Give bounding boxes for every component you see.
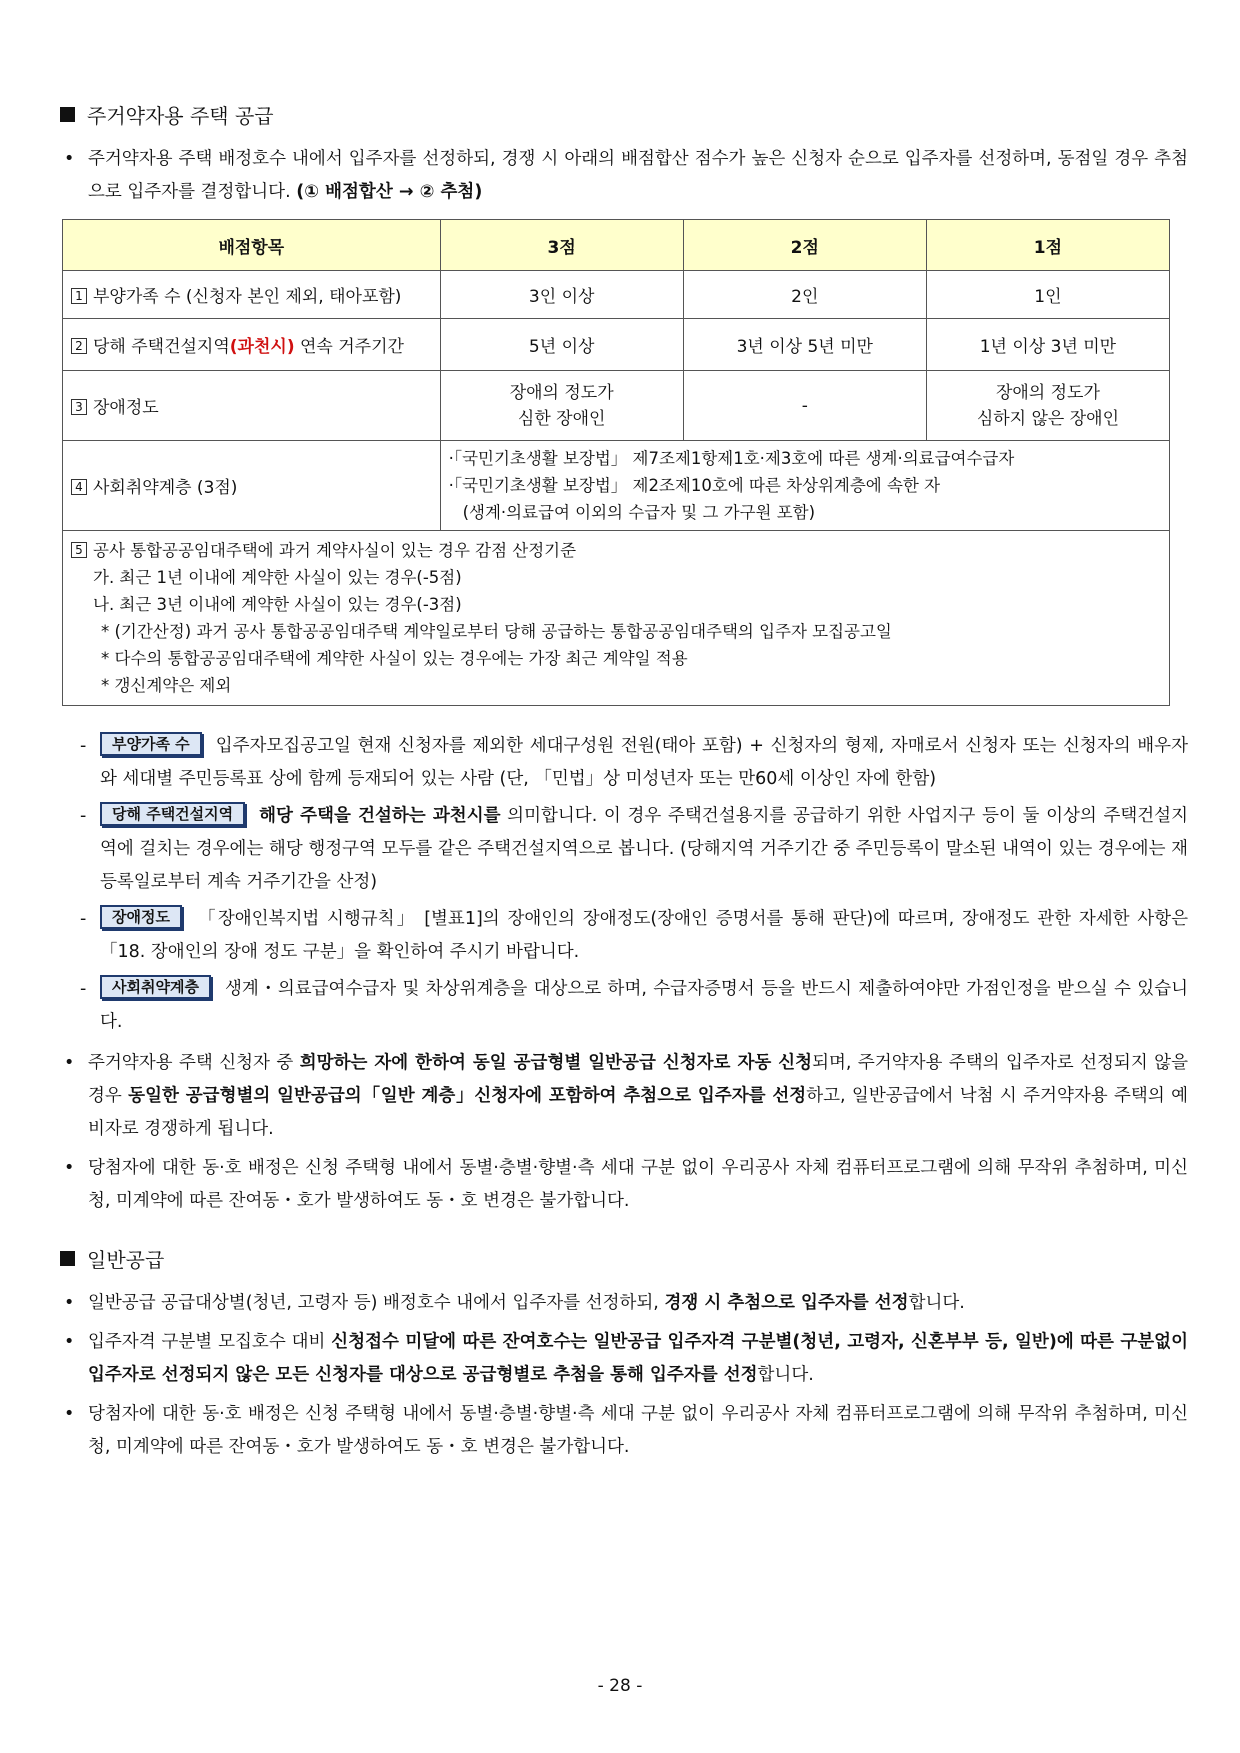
intro-paragraph: • 주거약자용 주택 배정호수 내에서 입주자를 선정하되, 경쟁 시 아래의 배점합산 점수가 높은 신청자 순으로 입주자를 선정하며, 동점일 경우 추첨으로 입주자를 결정합니다. (① 배점합산 → ② 추첨) <box>60 143 1188 209</box>
table-cell: ·「국민기초생활 보장법」 제7조제1항제1호·제3호에 따른 생계·의료급여수급자 ·「국민기초생활 보장법」 제2조제10호에 따른 차상위계층에 속한 자 (생계·의료급여 이외의 수급자 및 그 가구원 포함) <box>440 441 1169 531</box>
table-header: 3점 <box>440 220 683 271</box>
tag-label: 사회취약계층 <box>100 975 211 999</box>
auto-application-paragraph: • 주거약자용 주택 신청자 중 희망하는 자에 한하여 동일 공급형별 일반공급 신청자로 자동 신청되며, 주거약자용 주택의 입주자로 선정되지 않을 경우 동일한 공급형별의 일반공급의「일반 계층」신청자에 포함하여 추첨으로 입주자를 선정하고, 일반공급에서 낙첨 시 주거약자용 주택의 예비자로 경쟁하게 됩니다. <box>60 1047 1188 1146</box>
deduction-criteria-cell: 5 공사 통합공공임대주택에 과거 계약사실이 있는 경우 감점 산정기준 가. 최근 1년 이내에 계약한 사실이 있는 경우(-5점) 나. 최근 3년 이내에 계약한 사실이 있는 경우(-3점) * (기간산정) 과거 공사 통합공공임대주택 계약일로부터 당해 공급하는 통합공공임대주택의 입주자 모집공고일 * 다수의 통합공공임대주택에 계약한 사실이 있는 경우에는 가장 최근 계약일 적용 * 갱신계약은 제외 <box>63 531 1170 706</box>
table-cell: - <box>683 371 926 441</box>
row-label: 1 부양가족 수 (신청자 본인 제외, 태아포함) <box>63 271 441 319</box>
note-construction-area: - 당해 주택건설지역 해당 주택을 건설하는 과천시를 의미합니다. 이 경우 주택건설용지를 공급하기 위한 사업지구 등이 둘 이상의 주택건설지역에 걸치는 경우에는 해당 행정구역 모두를 같은 주택건설지역으로 봅니다. (당해지역 거주기간 중 주민등록이 말소된 내역이 있는 경우에는 재등록일로부터 계속 거주기간을 산정) <box>60 800 1188 899</box>
table-header: 1점 <box>926 220 1169 271</box>
document-page <box>60 100 1188 1470</box>
table-cell: 2인 <box>683 271 926 319</box>
table-row <box>63 371 1170 441</box>
row-label: 2 당해 주택건설지역(과천시) 연속 거주기간 <box>63 319 441 371</box>
table-cell: 3인 이상 <box>440 271 683 319</box>
note-vulnerable-class: - 사회취약계층 생계・의료급여수급자 및 차상위계층을 대상으로 하며, 수급자증명서 등을 반드시 제출하여야만 가점인정을 받으실 수 있습니다. <box>60 973 1188 1039</box>
table-cell: 장애의 정도가 심한 장애인 <box>440 371 683 441</box>
table-cell: 장애의 정도가 심하지 않은 장애인 <box>926 371 1169 441</box>
tag-label: 장애정도 <box>100 905 182 929</box>
row-label: 3 장애정도 <box>63 371 441 441</box>
note-dependents: - 부양가족 수 입주자모집공고일 현재 신청자를 제외한 세대구성원 전원(태아 포함) + 신청자의 형제, 자매로서 신청자 또는 신청자의 배우자와 세대별 주민등록표 상에 함께 등재되어 있는 사람 (단, 「민법」상 미성년자 또는 만60세 이상인 자에 한함) <box>60 730 1188 796</box>
table-row <box>63 271 1170 319</box>
section-title-vulnerable-housing: 주거약자용 주택 공급 <box>60 100 1188 129</box>
note-disability: - 장애정도 「장애인복지법 시행규칙」 [별표1]의 장애인의 장애정도(장애인 증명서를 통해 판단)에 따르며, 장애정도 관한 자세한 사항은 「18. 장애인의 장애 정도 구분」을 확인하여 주시기 바랍니다. <box>60 903 1188 969</box>
square-bullet-icon <box>60 1251 75 1266</box>
square-bullet-icon <box>60 107 75 122</box>
table-cell: 5년 이상 <box>440 319 683 371</box>
table-header: 2점 <box>683 220 926 271</box>
row-label: 4 사회취약계층 (3점) <box>63 441 441 531</box>
tag-label: 당해 주택건설지역 <box>100 802 245 826</box>
table-row <box>63 531 1170 706</box>
table-cell: 3년 이상 5년 미만 <box>683 319 926 371</box>
table-header: 배점항목 <box>63 220 441 271</box>
table-cell: 1인 <box>926 271 1169 319</box>
unit-assignment-paragraph: • 당첨자에 대한 동·호 배정은 신청 주택형 내에서 동별·층별·향별·측 세대 구분 없이 우리공사 자체 컴퓨터프로그램에 의해 무작위 추첨하며, 미신청, 미계약에 따른 잔여동・호가 발생하여도 동・호 변경은 불가합니다. <box>60 1398 1188 1464</box>
table-row <box>63 319 1170 371</box>
general-supply-paragraph: • 일반공급 공급대상별(청년, 고령자 등) 배정호수 내에서 입주자를 선정하되, 경쟁 시 추첨으로 입주자를 선정합니다. <box>60 1287 1188 1320</box>
table-header-row <box>63 220 1170 271</box>
tag-label: 부양가족 수 <box>100 732 202 756</box>
section-title-general-supply: 일반공급 <box>60 1244 1188 1273</box>
page-number: - 28 - <box>597 1676 643 1696</box>
unit-assignment-paragraph: • 당첨자에 대한 동·호 배정은 신청 주택형 내에서 동별·층별·향별·측 세대 구분 없이 우리공사 자체 컴퓨터프로그램에 의해 무작위 추첨하며, 미신청, 미계약에 따른 잔여동・호가 발생하여도 동・호 변경은 불가합니다. <box>60 1152 1188 1218</box>
scoring-table <box>62 219 1170 706</box>
remaining-units-paragraph: • 입주자격 구분별 모집호수 대비 신청접수 미달에 따른 잔여호수는 일반공급 입주자격 구분별(청년, 고령자, 신혼부부 등, 일반)에 따른 구분없이 입주자로 선정되지 않은 모든 신청자를 대상으로 공급형별로 추첨을 통해 입주자를 선정합니다. <box>60 1326 1188 1392</box>
table-row <box>63 441 1170 531</box>
table-cell: 1년 이상 3년 미만 <box>926 319 1169 371</box>
